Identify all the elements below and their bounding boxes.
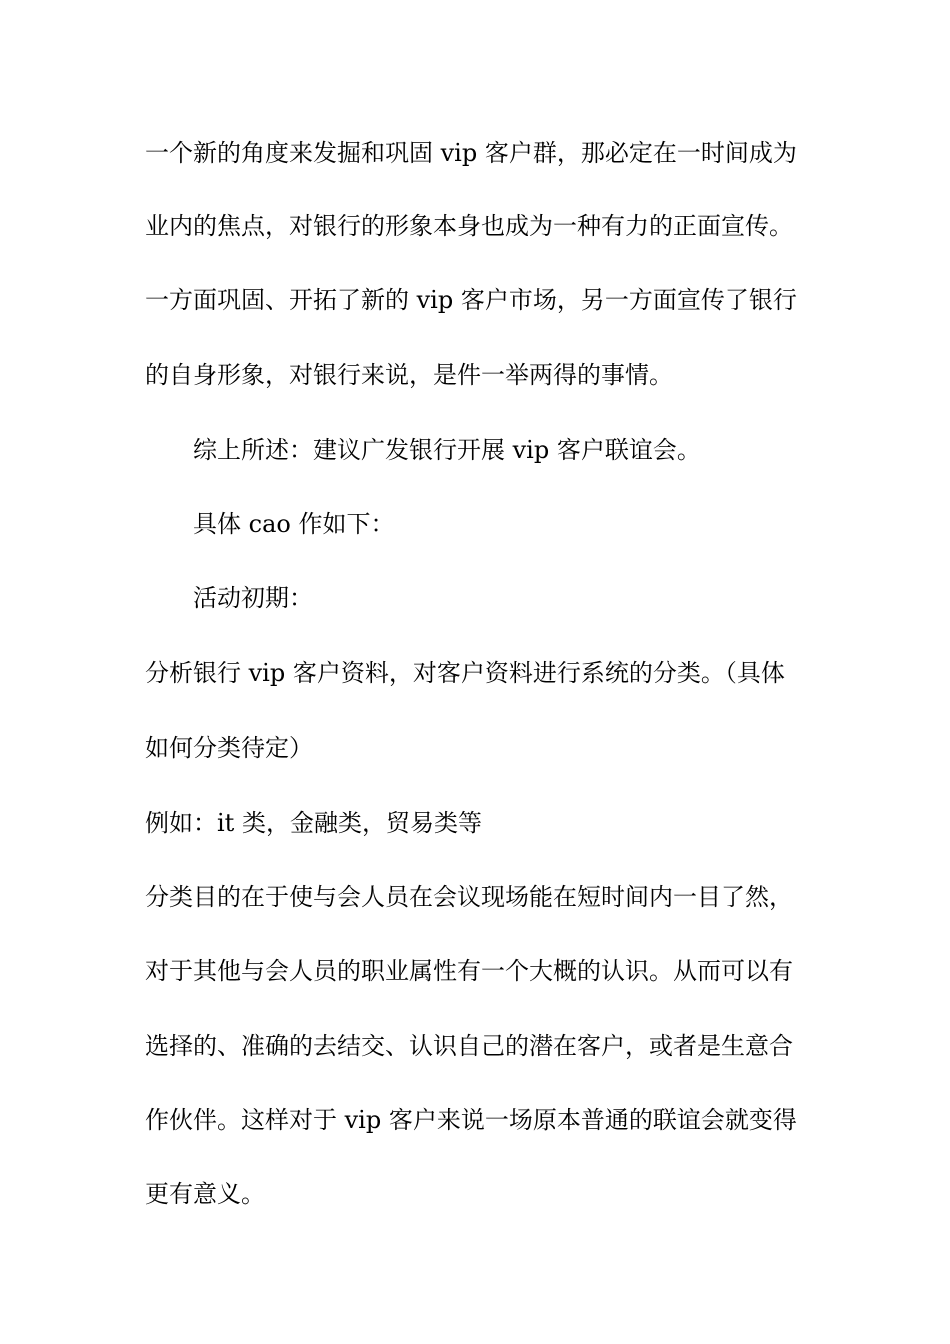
text-line: 业内的焦点，对银行的形象本身也成为一种有力的正面宣传。 [145, 212, 793, 240]
text-line: 活动初期： [193, 584, 313, 612]
text-line: 的自身形象，对银行来说，是件一举两得的事情。 [145, 361, 673, 389]
text-line: 更有意义。 [145, 1180, 265, 1208]
text-line: 例如：it 类，金融类，贸易类等 [145, 809, 482, 837]
text-line: 具体 cao 作如下： [193, 510, 395, 538]
text-line: 综上所述：建议广发银行开展 vip 客户联谊会。 [193, 436, 701, 464]
text-line: 选择的、准确的去结交、认识自己的潜在客户，或者是生意合 [145, 1032, 793, 1060]
text-line: 一个新的角度来发掘和巩固 vip 客户群，那必定在一时间成为 [145, 139, 797, 167]
text-line: 分析银行 vip 客户资料，对客户资料进行系统的分类。（具体 [145, 659, 785, 687]
text-line: 作伙伴。这样对于 vip 客户来说一场原本普通的联谊会就变得 [145, 1106, 797, 1134]
text-line: 分类目的在于使与会人员在会议现场能在短时间内一目了然， [145, 883, 793, 911]
text-line: 一方面巩固、开拓了新的 vip 客户市场，另一方面宣传了银行 [145, 286, 797, 314]
text-line: 如何分类待定） [145, 734, 313, 762]
text-line: 对于其他与会人员的职业属性有一个大概的认识。从而可以有 [145, 957, 793, 985]
